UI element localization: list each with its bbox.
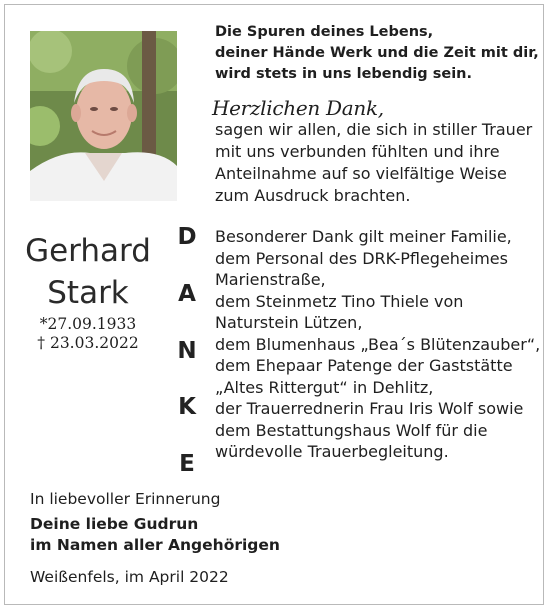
thanks-text [215,119,540,207]
thanks-line: mit uns verbunden fühlten und ihre [215,142,500,161]
list-item: dem Ehepaar Patenge der Gaststätte [215,356,513,375]
thanks-line: sagen wir allen, die sich in stiller Trauer [215,120,533,139]
birth-date: *27.09.1933 [39,315,137,333]
list-item: dem Blumenhaus „Bea´s Blütenzauber“, [215,334,541,354]
last-name: Stark [47,275,129,311]
thanks-line: zum Ausdruck brachten. [215,186,411,205]
danke-letter: K [178,394,196,420]
danke-letter: A [178,281,196,307]
list-item: dem Bestattungshaus Wolf für die [215,420,488,440]
first-name: Gerhard [25,233,151,269]
list-item: dem Steinmetz Tino Thiele von [215,291,464,311]
closing-intro: In liebevoller Erinnerung [30,490,221,508]
acknowledgement-list [215,226,540,463]
deceased-name [18,230,158,314]
death-date: † 23.03.2022 [37,334,139,352]
danke-letter: N [177,338,197,364]
danke-letter: D [177,224,197,250]
thanks-heading: Herzlichen Dank, [212,96,384,120]
portrait-photo [30,31,177,201]
quote-line: wird stets in uns lebendig sein. [215,66,472,82]
list-item: Besonderer Dank gilt meiner Familie, [215,227,512,246]
list-item: der Trauerrednerin Frau Iris Wolf sowie [215,399,524,418]
signature-line: Deine liebe Gudrun [30,515,199,533]
list-item: Marienstraße, [215,270,326,289]
list-item: Naturstein Lützen, [215,313,363,332]
closing-block [30,489,510,556]
list-item: dem Personal des DRK-Pflegeheimes [215,248,508,268]
memorial-quote [215,22,539,85]
quote-line: Die Spuren deines Lebens, [215,24,434,40]
thanks-line: Anteilnahme auf so vielfältige Weise [215,164,507,183]
place-date: Weißenfels, im April 2022 [30,568,229,586]
life-dates [18,315,158,353]
list-item: „Altes Rittergut“ in Dehlitz, [215,377,434,397]
signature-line: im Namen aller Angehörigen [30,536,280,554]
list-item: würdevolle Trauerbegleitung. [215,442,449,461]
quote-line: deiner Hände Werk und die Zeit mit dir, [215,45,539,61]
danke-letter: E [179,451,195,477]
